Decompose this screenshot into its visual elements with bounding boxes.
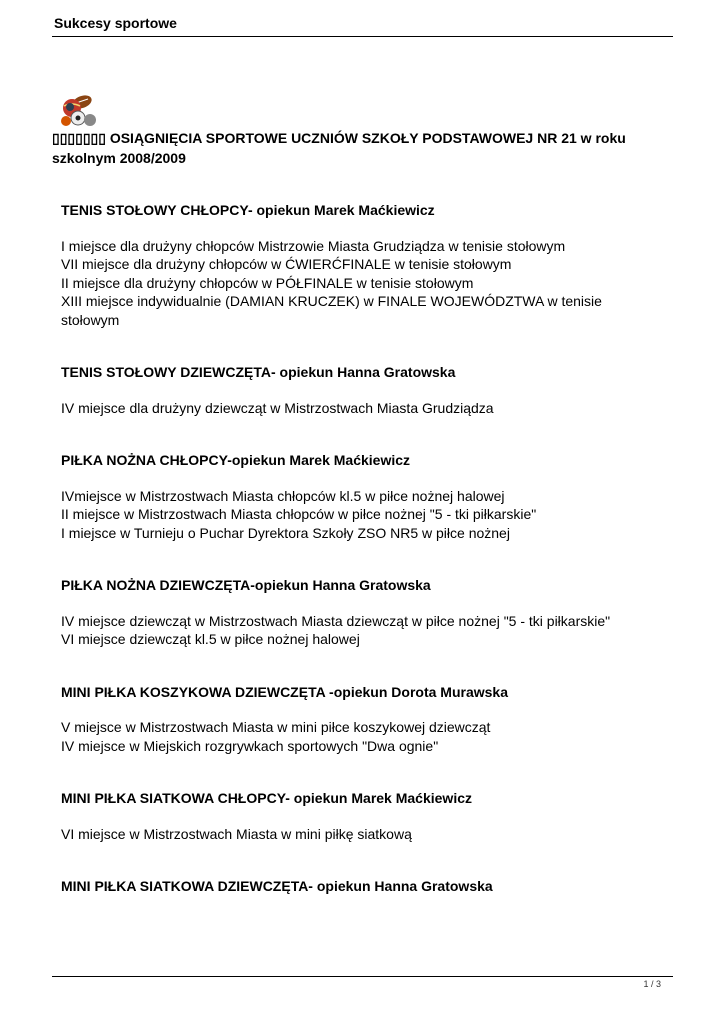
section-heading: MINI PIŁKA SIATKOWA DZIEWCZĘTA- opiekun Hanna Gratowska <box>61 878 493 894</box>
section <box>52 363 682 417</box>
document-title <box>52 128 682 168</box>
section-line: XIII miejsce indywidualnie (DAMIAN KRUCZEK) w FINALE WOJEWÓDZTWA w tenisie stołowym <box>61 293 602 328</box>
section-line: IVmiejsce w Mistrzostwach Miasta chłopców kl.5 w piłce nożnej halowej <box>61 487 505 504</box>
section-line: IV miejsce w Miejskich rozgrywkach sportowych "Dwa ognie" <box>61 737 439 754</box>
section-line: IV miejsce dla drużyny dziewcząt w Mistrzostwach Miasta Grudziądza <box>61 399 494 416</box>
section-heading: TENIS STOŁOWY CHŁOPCY- opiekun Marek Maćkiewicz <box>61 202 435 218</box>
section-heading: MINI PIŁKA KOSZYKOWA DZIEWCZĘTA -opiekun Dorota Murawska <box>61 683 508 700</box>
section-heading: MINI PIŁKA SIATKOWA CHŁOPCY- opiekun Marek Maćkiewicz <box>61 790 472 806</box>
section <box>52 683 682 756</box>
section-heading: TENIS STOŁOWY DZIEWCZĘTA- opiekun Hanna Gratowska <box>61 364 456 380</box>
page-header-title: Sukcesy sportowe <box>54 15 177 31</box>
footer-divider <box>52 976 673 977</box>
section-line: VI miejsce w Mistrzostwach Miasta w mini piłkę siatkową <box>61 825 412 842</box>
section-line: I miejsce w Turnieju o Puchar Dyrektora Szkoły ZSO NR5 w piłce nożnej <box>61 524 510 541</box>
section <box>52 576 682 649</box>
section-heading: PIŁKA NOŻNA DZIEWCZĘTA-opiekun Hanna Gratowska <box>61 577 431 593</box>
header-divider <box>52 36 673 37</box>
section-line: II miejsce dla drużyny chłopców w PÓŁFINALE w tenisie stołowym <box>61 274 474 291</box>
page-number: 1 / 3 <box>643 979 661 989</box>
document-content <box>52 201 682 930</box>
document-title-text: OSIĄGNIĘCIA SPORTOWE UCZNIÓW SZKOŁY PODSTAWOWEJ NR 21 w roku szkolnym 2008/2009 <box>52 130 626 166</box>
sports-balls-icon <box>60 94 98 128</box>
section-line: I miejsce dla drużyny chłopców Mistrzowie Miasta Grudziądza w tenisie stołowym <box>61 237 566 254</box>
section <box>52 877 682 896</box>
section-line: II miejsce w Mistrzostwach Miasta chłopców w piłce nożnej "5 - tki piłkarskie" <box>61 506 537 522</box>
missing-glyphs: ▯▯▯▯▯▯▯ <box>52 130 106 146</box>
section <box>52 201 682 329</box>
section-line: VI miejsce dziewcząt kl.5 w piłce nożnej halowej <box>61 631 360 647</box>
section <box>52 789 682 843</box>
section <box>52 451 682 542</box>
section-line: V miejsce w Mistrzostwach Miasta w mini piłce koszykowej dziewcząt <box>61 719 491 735</box>
section-line: VII miejsce dla drużyny chłopców w ĆWIERĆFINALE w tenisie stołowym <box>61 256 512 272</box>
section-line: IV miejsce dziewcząt w Mistrzostwach Miasta dziewcząt w piłce nożnej "5 - tki piłkarskie" <box>61 612 611 629</box>
section-heading: PIŁKA NOŻNA CHŁOPCY-opiekun Marek Maćkiewicz <box>61 452 411 468</box>
